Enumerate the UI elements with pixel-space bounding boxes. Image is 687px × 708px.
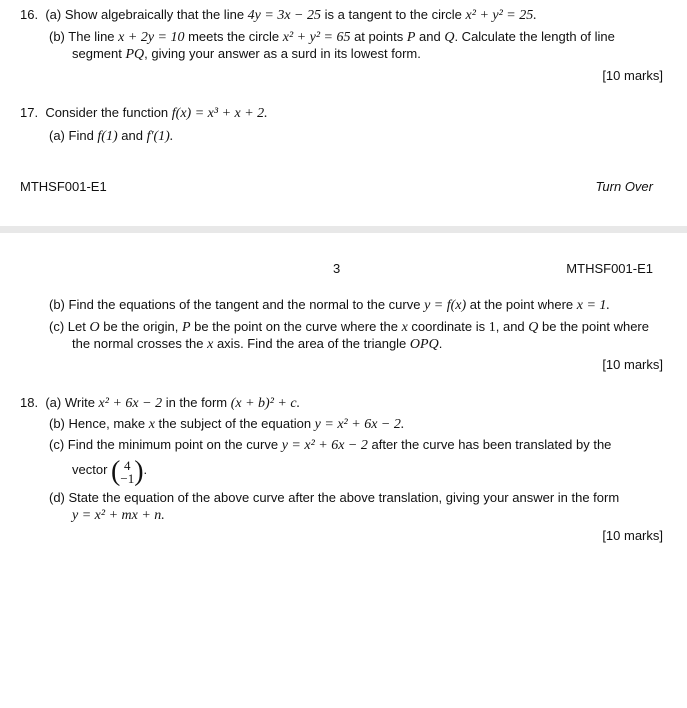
q17-b-x-value: x = 1. [576, 298, 610, 313]
q16-b-and: and [415, 29, 445, 44]
q18-d-form: y = x² + mx + n. [72, 508, 165, 523]
q18-d-line-2 [72, 507, 165, 524]
footer-code: MTHSF001-E1 [20, 179, 107, 194]
q17-a-f1: f(1) [97, 129, 118, 144]
q17-intro: Consider the function [45, 105, 172, 120]
q16-b-line-2 [72, 46, 421, 63]
q17-b-text: Find the equations of the tangent and the normal to the curve [68, 297, 425, 312]
q16-b-text-2: meets the circle [184, 29, 283, 44]
q18-d-line-1 [49, 490, 619, 506]
q17-c-line2-mid: axis. Find the area of the triangle [213, 336, 410, 351]
q18-b-line [49, 416, 404, 433]
q17-c-text: Let [67, 319, 90, 334]
q18-c-vector-label: vector [72, 462, 108, 477]
q18-c-vector-top: 4 [124, 457, 131, 473]
footer-turn-over: Turn Over [595, 179, 653, 194]
q17-c-line2-pre: the normal crosses the [72, 336, 208, 351]
q16-a-text-2: is a tangent to the circle [321, 7, 466, 22]
q16-a-text: Show algebraically that the line [64, 7, 248, 22]
q16-a-line [20, 7, 537, 24]
q18-c-line-2 [72, 455, 147, 486]
q18-marks: [10 marks] [602, 528, 663, 543]
q16-b-segment-pq: PQ [125, 47, 145, 62]
q17-c-label: (c) [49, 319, 65, 334]
q18-c-line-1 [49, 437, 611, 454]
q17-a-text: Find [68, 128, 98, 143]
q16-b-line-equation: x + 2y = 10 [118, 30, 185, 45]
exam-page-1 [0, 0, 687, 226]
q17-b-line [49, 297, 610, 314]
q18-c-curve: y = x² + 6x − 2 [281, 438, 368, 453]
q17-b-label: (b) [49, 297, 65, 312]
q18-a-label: (a) [45, 395, 62, 410]
q18-d-label: (d) [49, 490, 65, 505]
q17-intro-line [20, 105, 268, 122]
q17-c-text-6: be the point where [538, 319, 649, 334]
q18-number: 18. [20, 395, 39, 410]
q18-c-vector-bottom: −1 [120, 470, 135, 486]
q16-b-text-4: . Calculate the length of line [454, 29, 615, 44]
q18-b-text-2: the subject of the equation [154, 416, 315, 431]
q17-c-text-3: be the point on the curve where the [190, 319, 402, 334]
q17-c-text-5: , and [495, 319, 529, 334]
exam-page-2 [0, 233, 687, 708]
q17-c-text-4: coordinate is [407, 319, 489, 334]
q16-b-line2-pre: segment [72, 46, 126, 61]
q17-c-line2-end: . [438, 336, 443, 351]
q18-a-line [20, 395, 300, 412]
q17-c-text-2: be the origin, [99, 319, 182, 334]
q16-b-line2-post: , giving your answer as a surd in its lowest form. [144, 46, 421, 61]
q17-a-fprime1: f′(1). [146, 129, 174, 144]
q16-b-circle-equation: x² + y² = 65 [282, 30, 351, 45]
q17-b-curve: y = f(x) [424, 298, 467, 313]
q18-c-text: Find the minimum point on the curve [67, 437, 282, 452]
q16-b-text: The line [68, 29, 119, 44]
q16-a-circle-equation: x² + y² = 25. [465, 8, 537, 23]
q17-marks: [10 marks] [602, 357, 663, 372]
page-number: 3 [333, 261, 341, 276]
q18-c-vector-end: . [143, 462, 148, 477]
q16-b-point-p: P [406, 30, 416, 45]
q17-c-point-p: P [182, 320, 191, 335]
q16-marks: [10 marks] [602, 68, 663, 83]
q18-b-text: Hence, make [68, 416, 149, 431]
q18-b-x: x [148, 417, 155, 432]
q17-a-label: (a) [49, 128, 65, 143]
q17-c-origin-o: O [89, 320, 100, 335]
q18-b-label: (b) [49, 416, 65, 431]
q18-c-label: (c) [49, 437, 65, 452]
q17-a-line [49, 128, 173, 145]
q16-b-text-3: at points [350, 29, 407, 44]
q17-c-line-1 [49, 319, 649, 336]
q16-number: 16. [20, 7, 39, 22]
q17-number: 17. [20, 105, 39, 120]
page-separator [0, 226, 687, 233]
q18-a-form: (x + b)² + c. [230, 396, 301, 411]
q18-a-text-2: in the form [162, 395, 231, 410]
q17-a-and: and [117, 128, 147, 143]
q18-a-expression: x² + 6x − 2 [98, 396, 163, 411]
q16-b-label: (b) [49, 29, 65, 44]
q16-b-line-1 [49, 29, 615, 46]
header-code: MTHSF001-E1 [566, 261, 653, 276]
q16-a-line-equation: 4y = 3x − 25 [247, 8, 321, 23]
q17-c-one: 1 [488, 320, 496, 335]
q17-c-triangle-opq: OPQ [409, 337, 439, 352]
q16-a-label: (a) [45, 7, 62, 22]
q18-c-text-2: after the curve has been translated by the [367, 437, 612, 452]
q16-b-point-q: Q [444, 30, 455, 45]
q18-c-column-vector: ( 4 −1) [111, 455, 144, 487]
q17-c-x-axis: x [207, 337, 214, 352]
q18-a-text: Write [64, 395, 99, 410]
q17-c-line-2 [72, 336, 442, 353]
q17-c-x: x [401, 320, 408, 335]
q17-function: f(x) = x³ + x + 2. [171, 106, 268, 121]
q17-b-text-2: at the point where [466, 297, 577, 312]
q18-b-equation: y = x² + 6x − 2. [314, 417, 405, 432]
q17-c-point-q: Q [528, 320, 539, 335]
q18-d-text: State the equation of the above curve after the above translation, giving your answer in the form [68, 490, 620, 505]
